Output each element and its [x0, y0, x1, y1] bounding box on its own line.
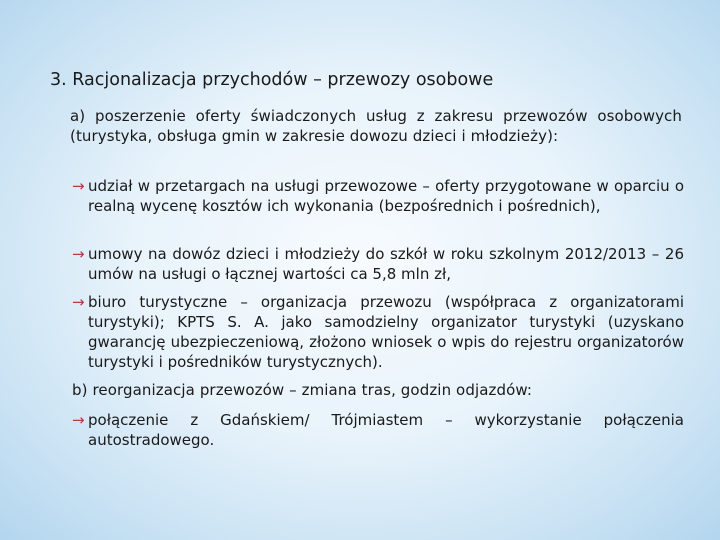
- arrow-right-icon: →: [72, 177, 85, 195]
- bullet-item: [70, 244, 684, 284]
- bullet-item: [70, 176, 684, 216]
- bullet-text: połączenie z Gdańskiem/ Trójmiastem – wykorzystanie połączenia autostradowego.: [88, 411, 684, 449]
- section-a-text: a) poszerzenie oferty świadczonych usług z zakresu przewozów osobowych (turystyka, obsługa gmin w zakresie dowozu dzieci i młodzieży):: [70, 107, 682, 145]
- bullet-text: udział w przetargach na usługi przewozowe – oferty przygotowane w oparciu o realną wycenę kosztów ich wykonania (bezpośrednich i pośrednich),: [88, 177, 684, 215]
- slide-title: 3. Racjonalizacja przychodów – przewozy osobowe: [50, 70, 494, 90]
- section-b-text: b) reorganizacja przewozów – zmiana tras, godzin odjazdów:: [72, 381, 533, 399]
- bullet-item: [70, 292, 684, 372]
- arrow-right-icon: →: [72, 293, 85, 311]
- bullet-text: umowy na dowóz dzieci i młodzieży do szkół w roku szkolnym 2012/2013 – 26 umów na usługi o łącznej wartości ca 5,8 mln zł,: [88, 245, 684, 283]
- arrow-right-icon: →: [72, 411, 85, 429]
- arrow-right-icon: →: [72, 245, 85, 263]
- bullet-text: biuro turystyczne – organizacja przewozu (współpraca z organizatorami turystyki); KPTS S. A. jako samodzielny organizator turystyki (uzyskano gwarancję ubezpieczeniową, złożono wniosek o wpis do rejestru organizatorów turystyki i pośredników turystycznych).: [88, 293, 684, 371]
- bullet-item: [70, 410, 684, 450]
